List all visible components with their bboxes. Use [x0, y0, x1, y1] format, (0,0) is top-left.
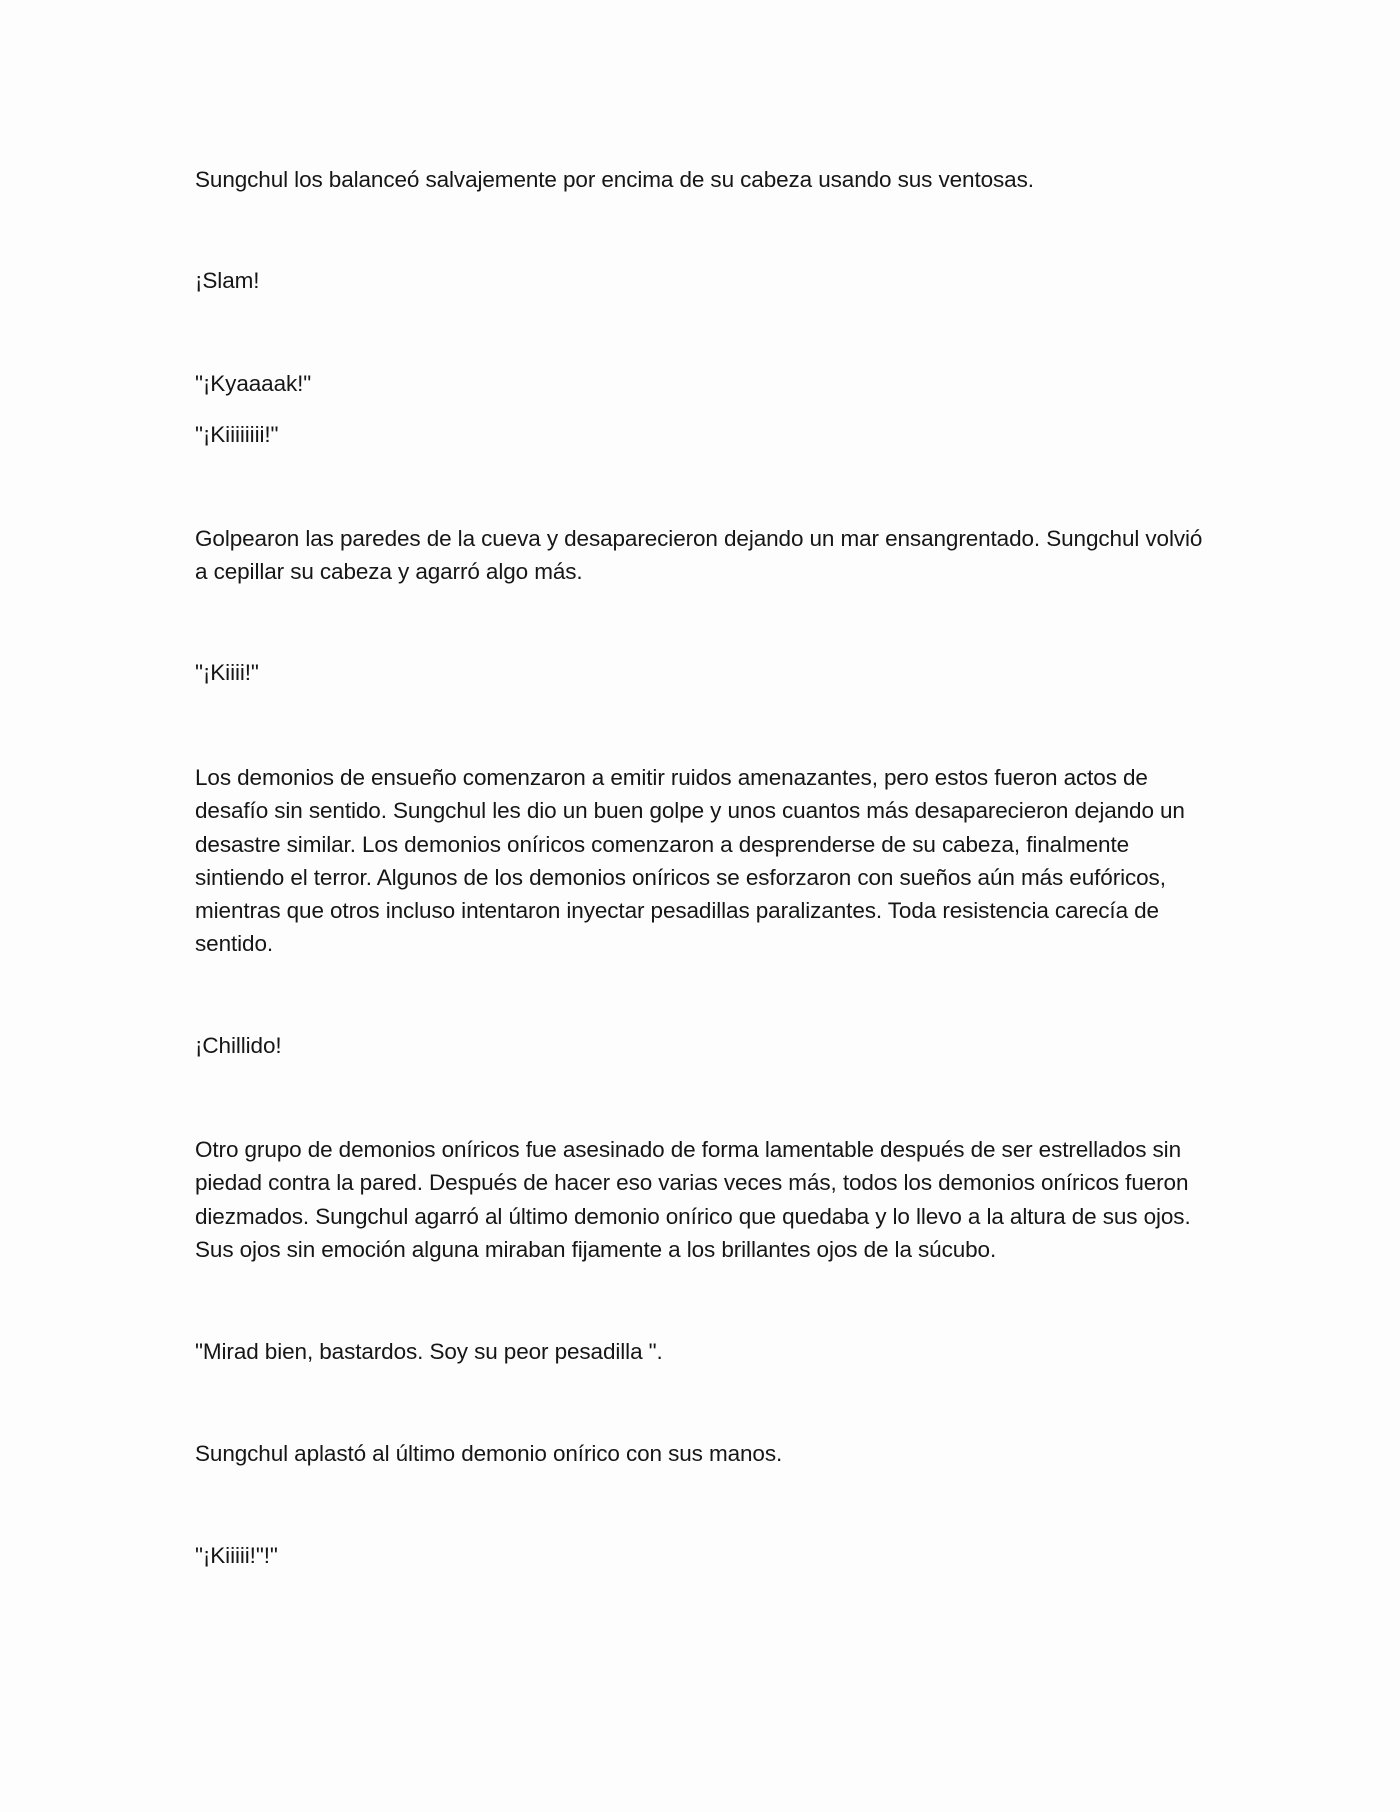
paragraph-5: Golpearon las paredes de la cueva y desaparecieron dejando un mar ensangrentado. Sungchul volvió a cepillar su cabeza y agarró algo más.: [195, 526, 1203, 585]
paragraph-11: Sungchul aplastó al último demonio onírico con sus manos.: [195, 1441, 783, 1466]
paragraph-8: ¡Chillido!: [195, 1033, 282, 1058]
paragraph-4: "¡Kiiiiiiii!": [195, 422, 279, 447]
paragraph-9: Otro grupo de demonios oníricos fue asesinado de forma lamentable después de ser estrellados sin piedad contra la pared. Después de hacer eso varias veces más, todos los demonios oníricos fueron diezmados. Sungchul agarró al último demonio onírico que quedaba y lo llevo a la altura de sus ojos. Sus ojos sin emoción alguna miraban fijamente a los brillantes ojos de la súcubo.: [195, 1137, 1191, 1262]
paragraph-7: Los demonios de ensueño comenzaron a emitir ruidos amenazantes, pero estos fueron actos de desafío sin sentido. Sungchul les dio un buen golpe y unos cuantos más desaparecieron dejando un desastre similar. Los demonios oníricos comenzaron a desprenderse de su cabeza, finalmente sintiendo el terror. Algunos de los demonios oníricos se esforzaron con sueños aún más eufóricos, mientras que otros incluso intentaron inyectar pesadillas paralizantes. Toda resistencia carecía de sentido.: [195, 765, 1185, 957]
paragraph-1: Sungchul los balanceó salvajemente por encima de su cabeza usando sus ventosas.: [195, 167, 1034, 192]
paragraph-3: "¡Kyaaaak!": [195, 371, 312, 396]
paragraph-2: ¡Slam!: [195, 268, 260, 293]
paragraph-10: "Mirad bien, bastardos. Soy su peor pesadilla ".: [195, 1339, 663, 1364]
paragraph-6: "¡Kiiii!": [195, 660, 259, 685]
paragraph-12: "¡Kiiiii!"!": [195, 1543, 278, 1568]
